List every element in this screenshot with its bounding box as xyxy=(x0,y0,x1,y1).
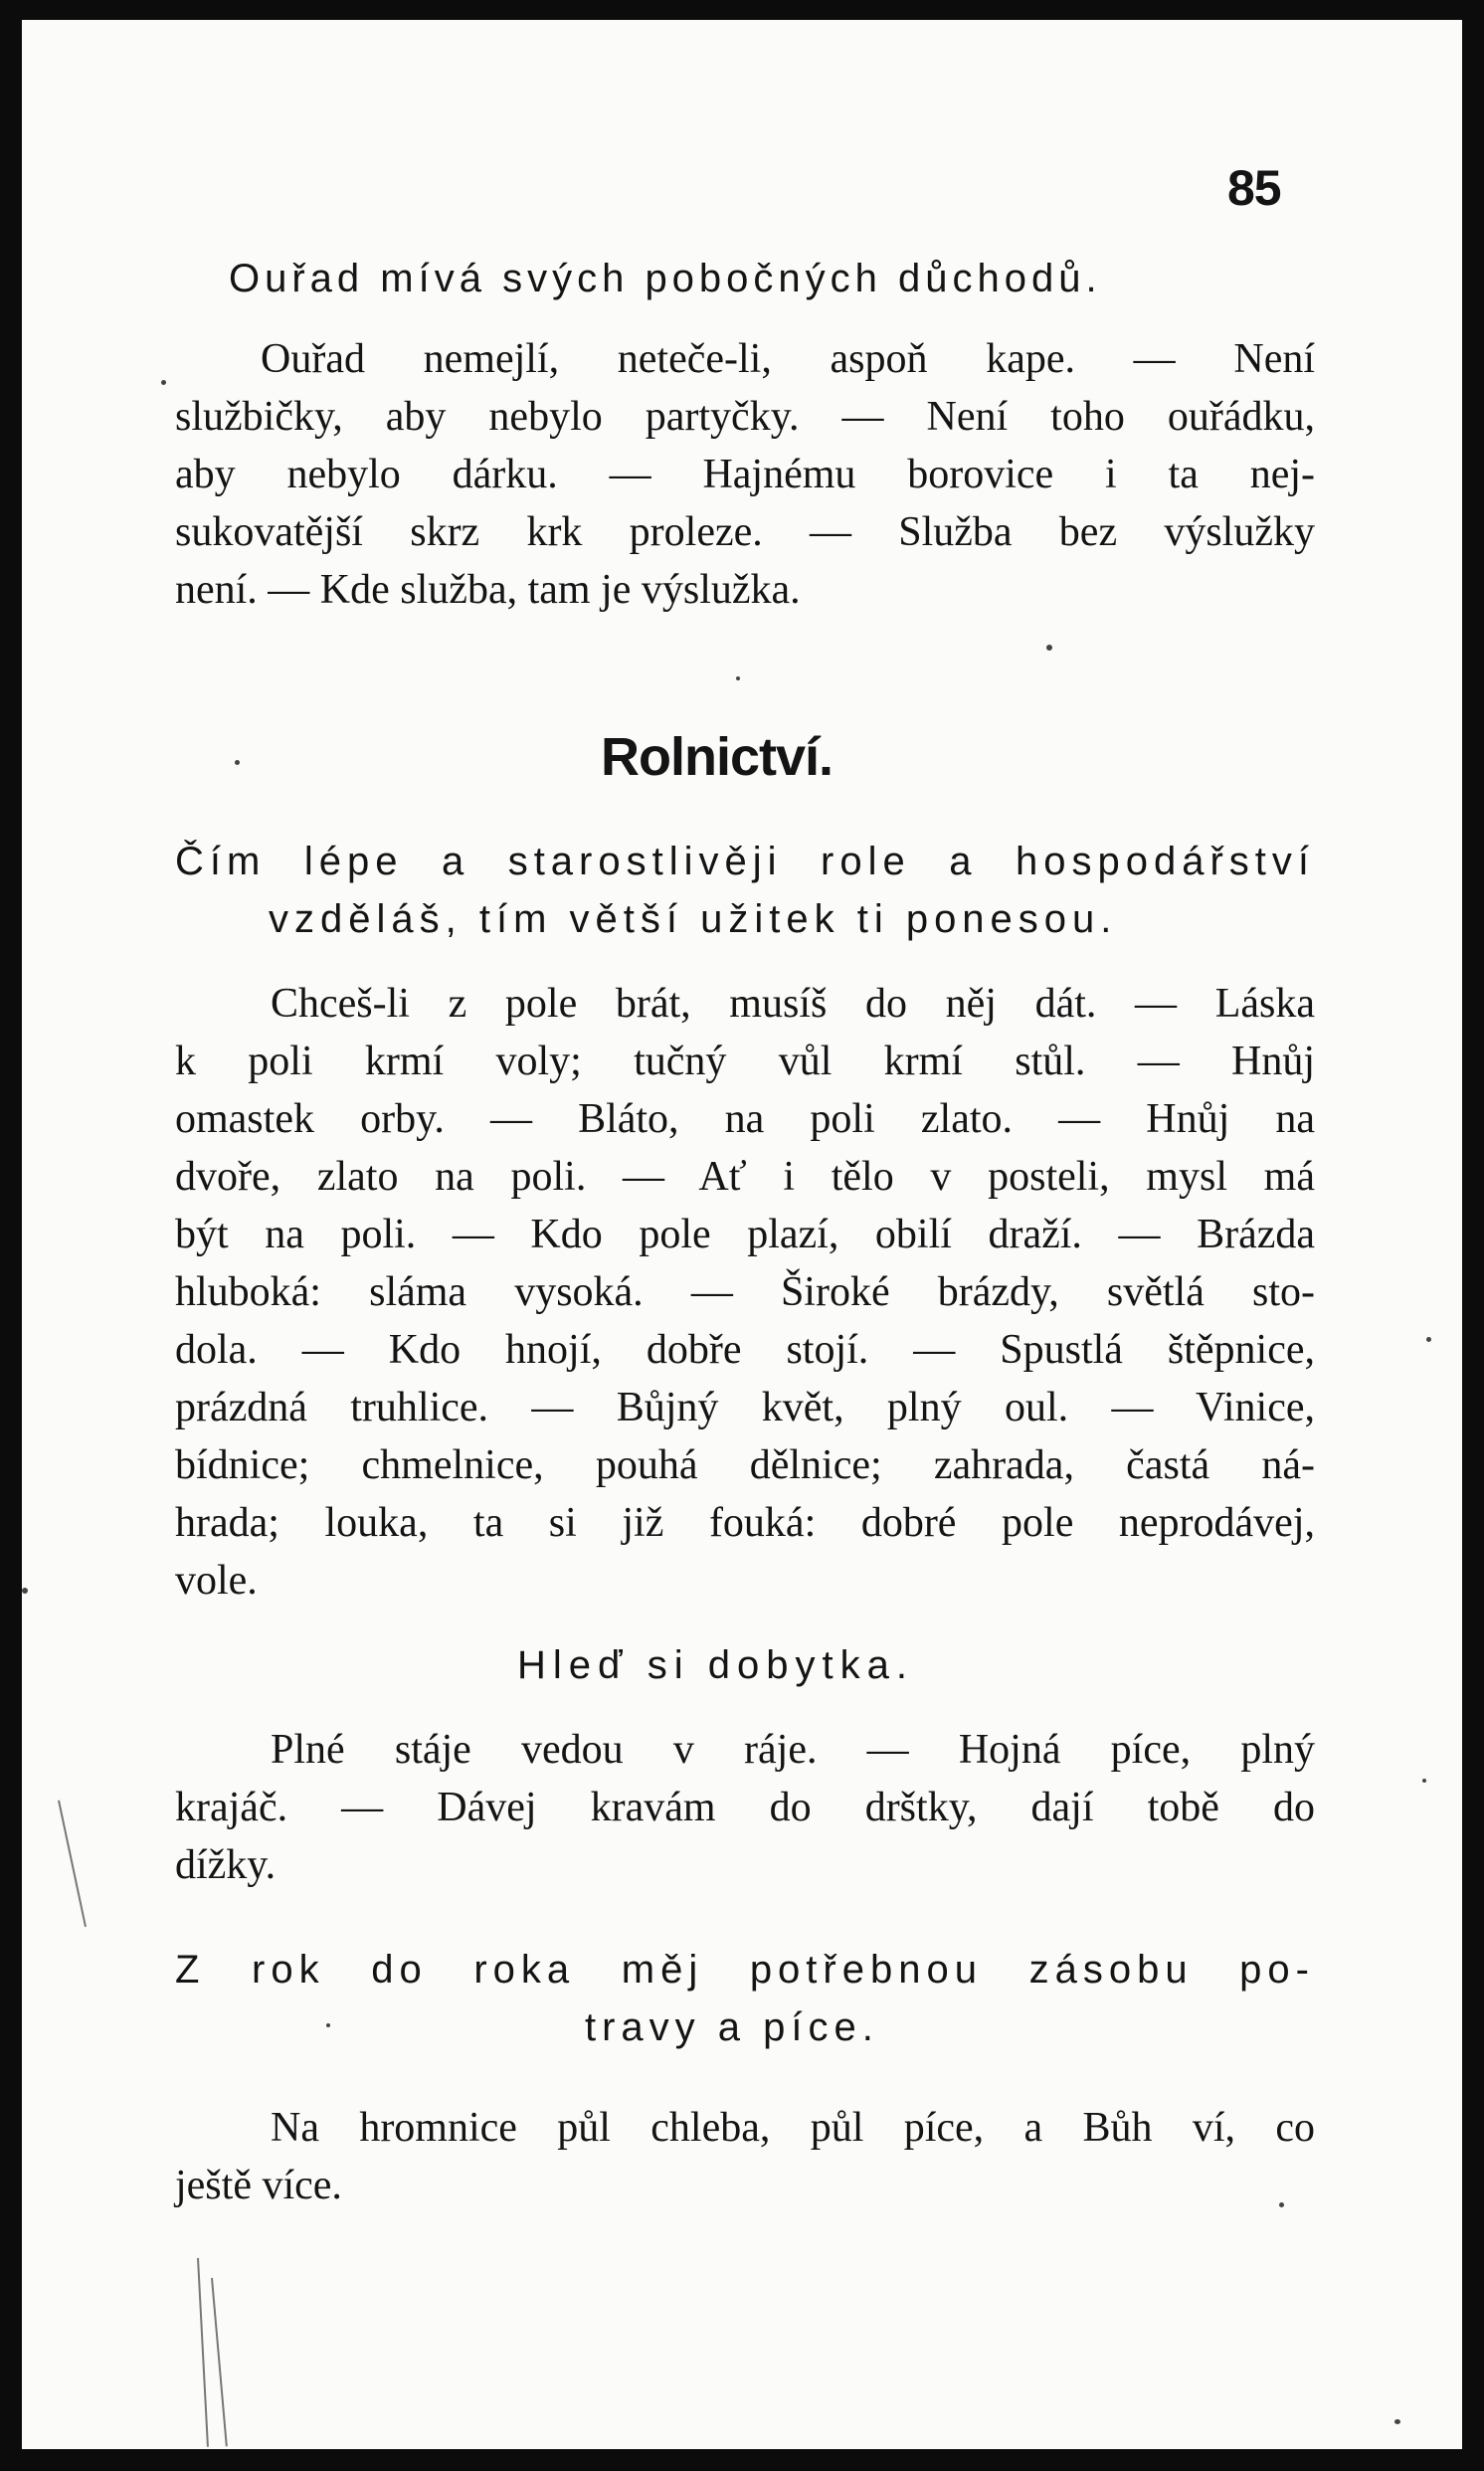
body1-line-7: dola. — Kdo hnojí, dobře stojí. — Spustlá štěpnice, xyxy=(175,1327,1315,1373)
print-speck xyxy=(22,1588,28,1594)
intro-line-1: Ouřad nemejlí, neteče-li, aspoň kape. — Není xyxy=(261,336,1315,382)
scan-scratch xyxy=(58,1801,87,1928)
body1-line-3: omastek orby. — Bláto, na poli zlato. — Hnůj na xyxy=(175,1096,1315,1142)
body1-line-1: Chceš-li z pole brát, musíš do něj dát. — Láska xyxy=(271,981,1315,1027)
scan-scratch xyxy=(211,2278,228,2447)
rule2-line-2: travy a píce. xyxy=(585,2005,879,2049)
body1-line-6: hluboká: sláma vysoká. — Široké brázdy, světlá sto- xyxy=(175,1269,1315,1315)
body1-line-9: bídnice; chmelnice, pouhá dělnice; zahrada, častá ná- xyxy=(175,1442,1315,1488)
body3-line-2: ještě více. xyxy=(175,2163,342,2208)
page-number: 85 xyxy=(1227,160,1281,216)
book-page xyxy=(22,20,1462,2449)
body2-line-3: dížky. xyxy=(175,1842,277,1888)
rule2-line-1: Z rok do roka měj potřebnou zásobu po- xyxy=(175,1948,1315,1992)
print-speck xyxy=(1422,1779,1426,1783)
print-speck xyxy=(1394,2419,1400,2424)
body2-line-1: Plné stáje vedou v ráje. — Hojná píce, plný xyxy=(271,1727,1315,1773)
body1-line-10: hrada; louka, ta si již fouká: dobré pole neprodávej, xyxy=(175,1500,1315,1546)
body3-line-1: Na hromnice půl chleba, půl píce, a Bůh ví, co xyxy=(271,2105,1315,2151)
print-speck xyxy=(161,380,166,385)
intro-heading: Ouřad mívá svých pobočných důchodů. xyxy=(229,257,1102,300)
body1-line-2: k poli krmí voly; tučný vůl krmí stůl. — Hnůj xyxy=(175,1039,1315,1084)
section-subheading: Hleď si dobytka. xyxy=(517,1643,914,1687)
chapter-title: Rolnictví. xyxy=(601,727,834,787)
print-speck xyxy=(1279,2202,1284,2207)
print-speck xyxy=(326,2023,330,2027)
print-speck xyxy=(1426,1337,1431,1342)
intro-line-2: službičky, aby nebylo partyčky. — Není toho ouřádku, xyxy=(175,394,1315,440)
print-speck xyxy=(1046,645,1052,651)
body1-line-4: dvoře, zlato na poli. — Ať i tělo v posteli, mysl má xyxy=(175,1154,1315,1200)
intro-line-5: není. — Kde služba, tam je výslužka. xyxy=(175,567,801,613)
intro-line-4: sukovatější skrz krk proleze. — Služba bez výslužky xyxy=(175,509,1315,555)
body1-line-8: prázdná truhlice. — Bůjný květ, plný oul. — Vinice, xyxy=(175,1385,1315,1430)
print-speck xyxy=(736,676,740,680)
body2-line-2: krajáč. — Dávej kravám do drštky, dají tobě do xyxy=(175,1785,1315,1830)
body1-line-5: být na poli. — Kdo pole plazí, obilí draží. — Brázda xyxy=(175,1212,1315,1257)
body1-line-11: vole. xyxy=(175,1558,258,1604)
scan-scratch xyxy=(197,2258,209,2447)
rule1-line-2: vzděláš, tím větší užitek ti ponesou. xyxy=(269,897,1118,941)
print-speck xyxy=(235,760,240,765)
intro-line-3: aby nebylo dárku. — Hajnému borovice i ta nej- xyxy=(175,452,1315,497)
rule1-line-1: Čím lépe a starostlivěji role a hospodářství xyxy=(175,840,1315,883)
